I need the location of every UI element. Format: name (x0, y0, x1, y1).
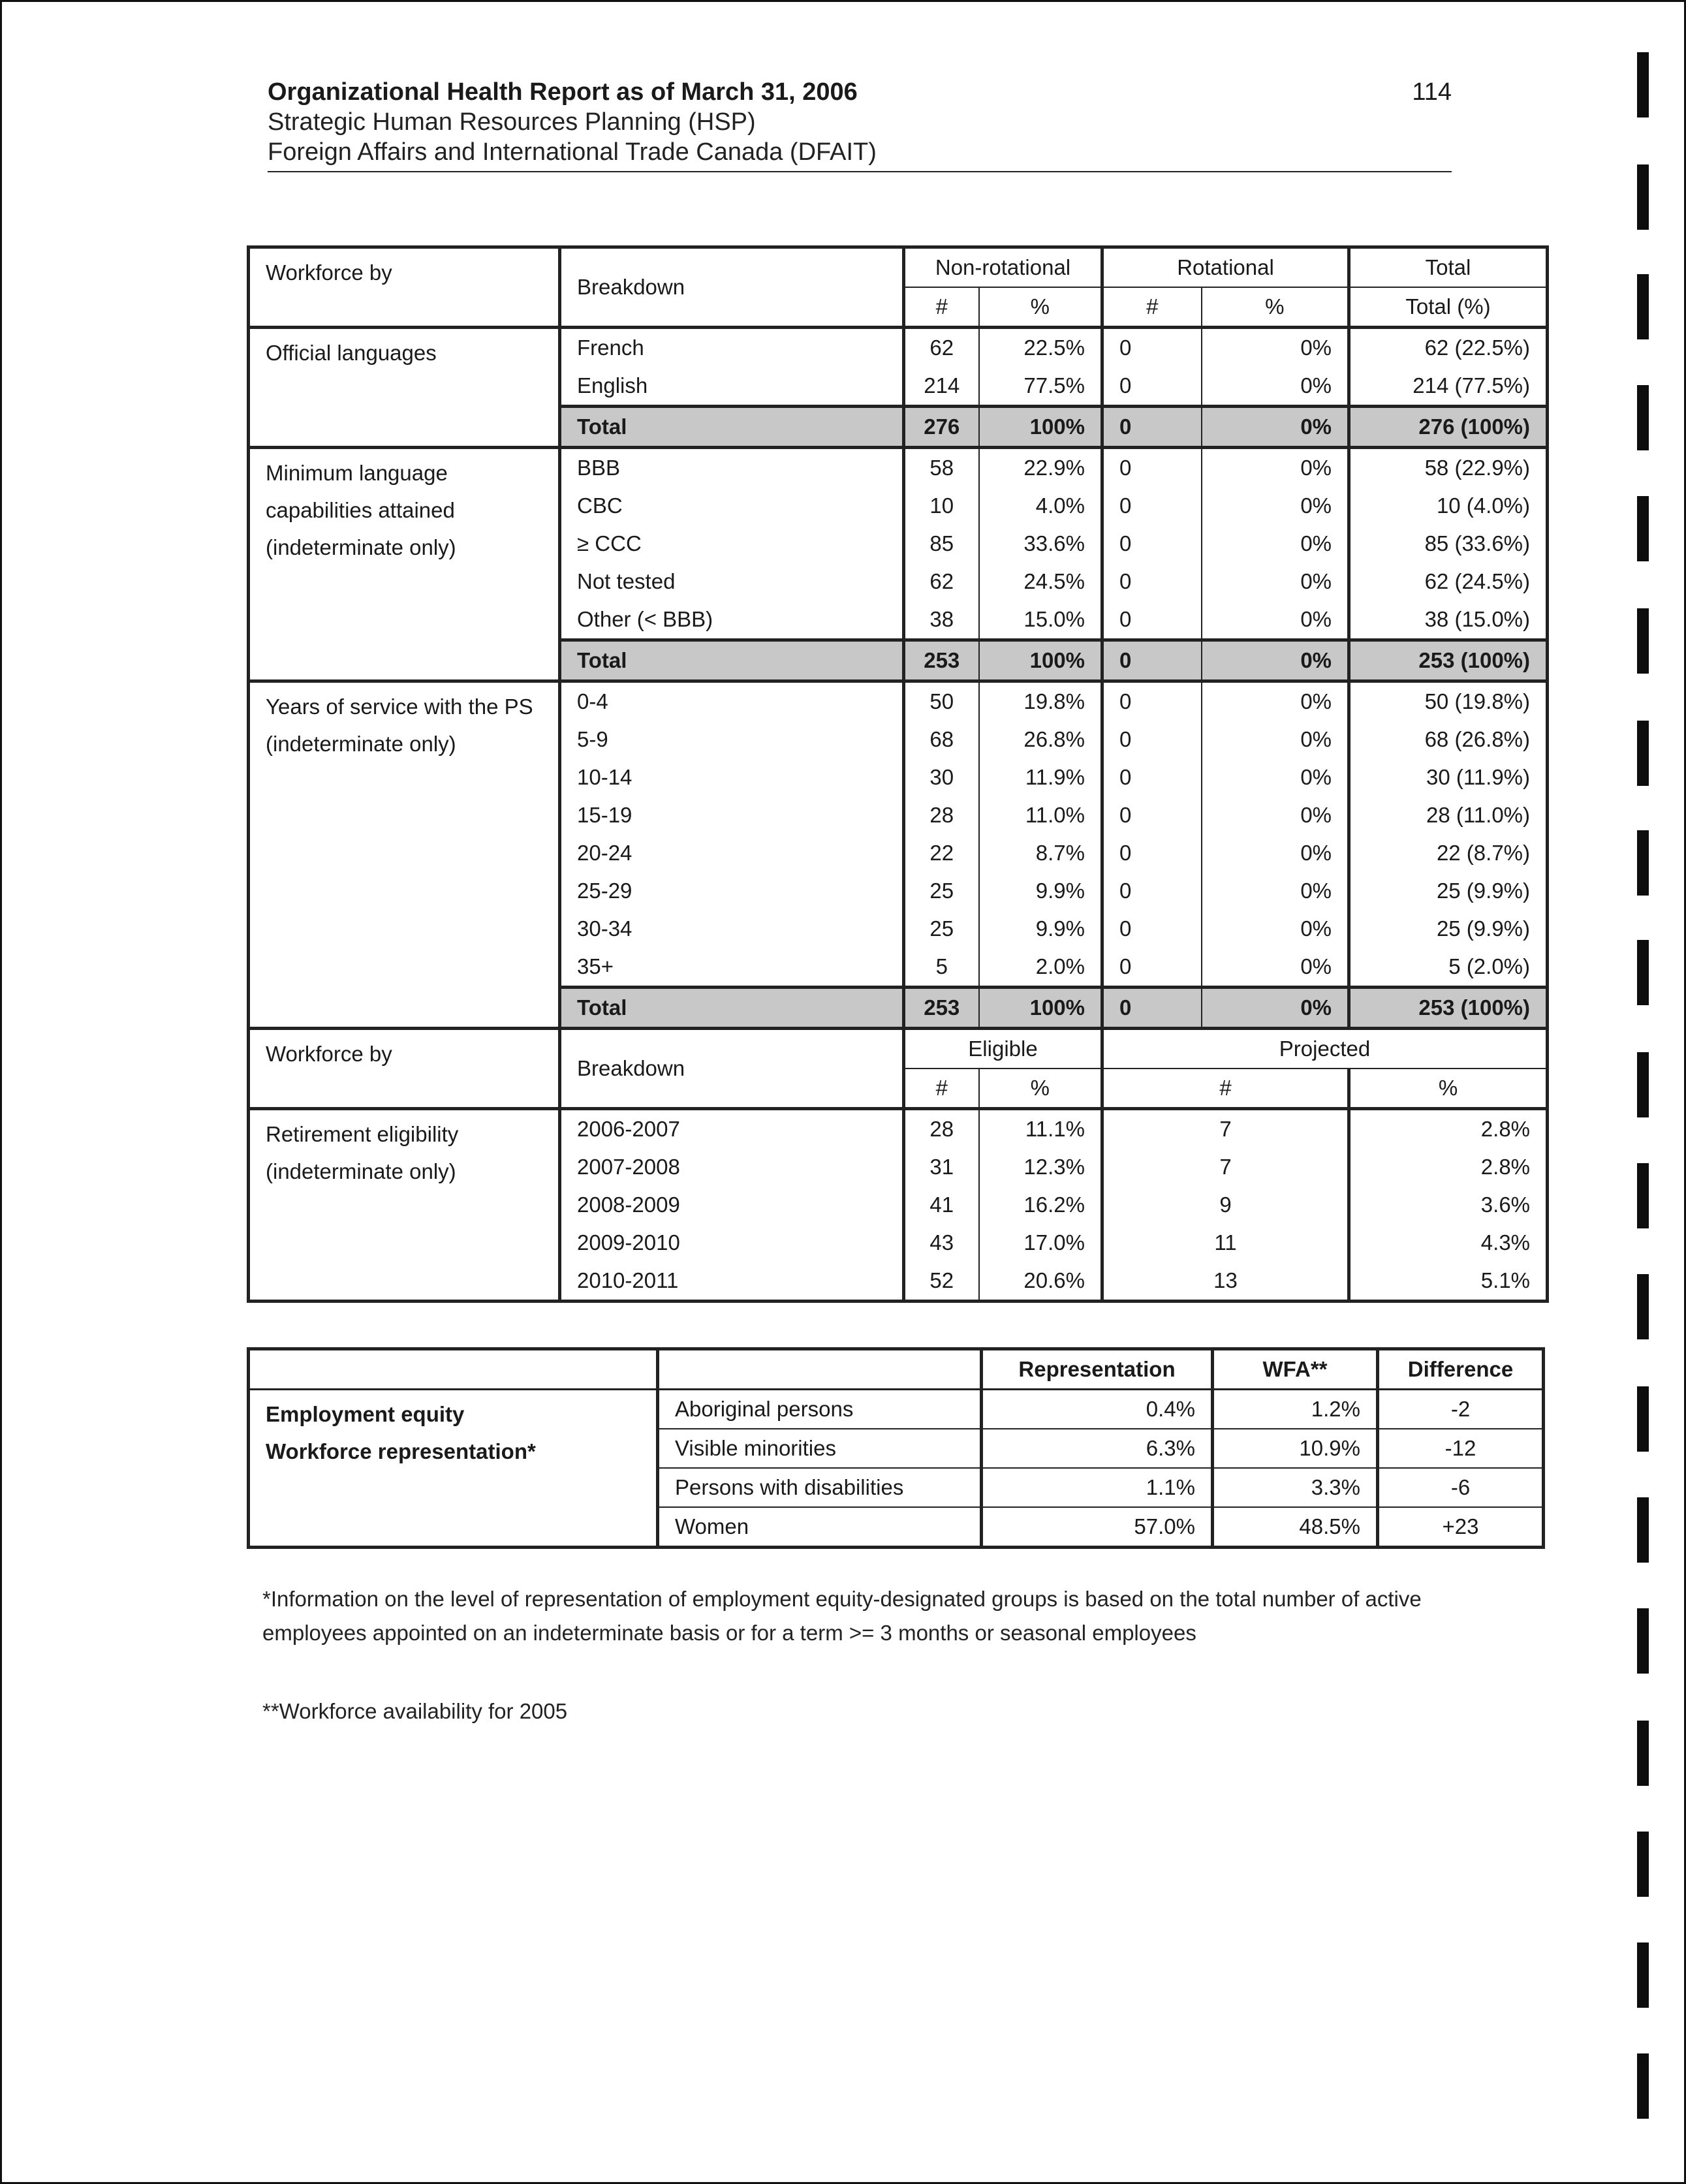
eligible-count-cell: 31 (904, 1148, 979, 1186)
nonrot-count-cell: 22 (904, 834, 979, 872)
header-eligible: Eligible (904, 1029, 1102, 1069)
rot-percent-cell: 0% (1202, 910, 1349, 948)
ee-representation-cell: 57.0% (982, 1507, 1213, 1548)
ee-wfa-cell: 10.9% (1213, 1429, 1378, 1468)
projected-percent-cell: 5.1% (1480, 1268, 1531, 1292)
eligible-percent-cell: 20.6% (979, 1262, 1102, 1302)
workforce-table (247, 245, 1549, 1303)
rot-percent-cell: 0% (1202, 872, 1349, 910)
nonrot-percent-cell: 22.9% (979, 448, 1102, 488)
rot-count-cell: 0 (1102, 721, 1202, 758)
rot-count-cell: 0 (1102, 525, 1202, 563)
rot-count-cell: 0 (1102, 872, 1202, 910)
breakdown-cell: 2010-2011 (560, 1262, 904, 1302)
ee-group-cell: Persons with disabilities (658, 1468, 982, 1507)
ee-group-cell: Aboriginal persons (658, 1390, 982, 1429)
eligible-count-cell: 28 (904, 1109, 979, 1149)
rot-percent-cell: 0% (1202, 758, 1349, 796)
total-cell: 28 (11.0%) (1426, 803, 1531, 827)
total-cell: 62 (22.5%) (1349, 328, 1548, 367)
row-group-label (249, 681, 560, 1029)
breakdown-cell: Other (< BBB) (560, 601, 904, 640)
breakdown-cell: BBB (560, 448, 904, 488)
total-cell: 10 (4.0%) (1436, 493, 1531, 518)
rot-percent-cell: 0% (1202, 834, 1349, 872)
rot-count-cell: 0 (1102, 640, 1202, 681)
binder-mark (1637, 1497, 1649, 1563)
subheader-eligible-count: # (904, 1069, 979, 1109)
group-label-line: capabilities attained (266, 498, 455, 522)
ee-header-wfa: WFA** (1213, 1349, 1378, 1390)
subheader-rot-count: # (1102, 287, 1202, 328)
nonrot-percent-cell: 26.8% (979, 721, 1102, 758)
binder-mark (1637, 164, 1649, 230)
header-breakdown: Breakdown (560, 247, 904, 328)
total-cell: 85 (33.6%) (1424, 531, 1531, 555)
nonrot-percent-cell: 9.9% (979, 910, 1102, 948)
binder-mark (1637, 1832, 1649, 1897)
rot-percent-cell: 0% (1202, 525, 1349, 563)
nonrot-count-cell: 38 (904, 601, 979, 640)
breakdown-cell: French (560, 328, 904, 367)
nonrot-count-cell: 10 (904, 487, 979, 525)
subheader-projected-percent: % (1349, 1069, 1548, 1109)
table-row (249, 448, 1548, 488)
total-cell: 68 (26.8%) (1424, 727, 1531, 751)
breakdown-cell: 2008-2009 (560, 1186, 904, 1224)
total-cell: 58 (22.9%) (1349, 448, 1548, 488)
group-label-line: Minimum language (266, 461, 448, 485)
total-cell: 25 (9.9%) (1436, 916, 1531, 941)
nonrot-count-cell: 85 (904, 525, 979, 563)
nonrot-percent-cell: 33.6% (979, 525, 1102, 563)
breakdown-cell: 2006-2007 (560, 1109, 904, 1149)
rot-percent-cell: 0% (1202, 563, 1349, 601)
rot-percent-cell: 0% (1202, 796, 1349, 834)
breakdown-cell: 10-14 (560, 758, 904, 796)
rot-count-cell: 0 (1102, 834, 1202, 872)
ee-row (249, 1390, 1544, 1429)
rot-count-cell: 0 (1102, 948, 1202, 988)
eligible-percent-cell: 12.3% (979, 1148, 1102, 1186)
ee-representation-cell: 0.4% (982, 1390, 1213, 1429)
rot-count-cell: 0 (1102, 367, 1202, 407)
subheader-total-percent: Total (%) (1349, 287, 1548, 328)
nonrot-percent-cell: 100% (979, 640, 1102, 681)
breakdown-cell: 0-4 (560, 681, 904, 721)
nonrot-count-cell: 28 (904, 796, 979, 834)
subheader-eligible-percent: % (979, 1069, 1102, 1109)
total-cell: 214 (77.5%) (1413, 373, 1531, 398)
subheader-nonrot-count: # (904, 287, 979, 328)
nonrot-count-cell: 253 (904, 640, 979, 681)
eligible-count-cell: 41 (904, 1186, 979, 1224)
retirement-header-workforce-by: Workforce by (249, 1029, 560, 1109)
eligible-count-cell: 52 (904, 1262, 979, 1302)
eligible-percent-cell: 17.0% (979, 1224, 1102, 1262)
nonrot-percent-cell: 77.5% (979, 367, 1102, 407)
subheader-nonrot-percent: % (979, 287, 1102, 328)
header-total: Total (1425, 255, 1471, 279)
header-projected: Projected (1102, 1029, 1548, 1069)
total-cell: 50 (19.8%) (1349, 681, 1548, 721)
rot-percent-cell: 0% (1202, 601, 1349, 640)
breakdown-cell: English (560, 367, 904, 407)
nonrot-percent-cell: 24.5% (979, 563, 1102, 601)
projected-count-cell: 13 (1102, 1262, 1349, 1302)
nonrot-percent-cell: 22.5% (979, 328, 1102, 367)
projected-percent-cell: 4.3% (1480, 1230, 1531, 1255)
nonrot-percent-cell: 100% (979, 988, 1102, 1029)
total-cell: 276 (100%) (1349, 407, 1548, 448)
rot-count-cell: 0 (1102, 407, 1202, 448)
group-label-line: (indeterminate only) (266, 1159, 456, 1183)
rot-percent-cell: 0% (1202, 640, 1349, 681)
employment-equity-table (247, 1347, 1545, 1549)
nonrot-percent-cell: 19.8% (979, 681, 1102, 721)
ee-wfa-cell: 48.5% (1213, 1507, 1378, 1548)
rot-count-cell: 0 (1102, 910, 1202, 948)
binder-mark (1637, 940, 1649, 1005)
ee-group-cell: Visible minorities (658, 1429, 982, 1468)
group-label-line: Official languages (266, 341, 437, 365)
page-number: 114 (1412, 78, 1452, 106)
ee-wfa-cell: 1.2% (1213, 1390, 1378, 1429)
ee-representation-cell: 1.1% (982, 1468, 1213, 1507)
nonrot-count-cell: 214 (904, 367, 979, 407)
ee-label (249, 1390, 658, 1548)
eligible-percent-cell: 16.2% (979, 1186, 1102, 1224)
nonrot-count-cell: 58 (904, 448, 979, 488)
projected-percent-cell: 2.8% (1480, 1155, 1531, 1179)
ee-wfa-cell: 3.3% (1213, 1468, 1378, 1507)
ee-header-blank-group (658, 1349, 982, 1390)
rot-percent-cell: 0% (1202, 407, 1349, 448)
nonrot-count-cell: 25 (904, 872, 979, 910)
binder-mark (1637, 830, 1649, 896)
nonrot-percent-cell: 8.7% (979, 834, 1102, 872)
nonrot-percent-cell: 11.0% (979, 796, 1102, 834)
report-subtitle-dfait: Foreign Affairs and International Trade Canada (DFAIT) (268, 138, 877, 166)
projected-count-cell: 7 (1102, 1109, 1349, 1149)
breakdown-cell: 35+ (560, 948, 904, 988)
table-header-row (249, 247, 1548, 288)
ee-label-line: Workforce representation* (266, 1439, 536, 1463)
rot-count-cell: 0 (1102, 328, 1202, 367)
rot-count-cell: 0 (1102, 796, 1202, 834)
breakdown-cell: Not tested (560, 563, 904, 601)
header-rotational: Rotational (1102, 247, 1349, 288)
binder-mark (1637, 274, 1649, 339)
total-cell: 5 (2.0%) (1448, 954, 1531, 978)
report-title: Organizational Health Report as of March 31, 2006 (268, 78, 858, 106)
ee-difference-cell: -12 (1378, 1429, 1544, 1468)
projected-count-cell: 7 (1102, 1148, 1349, 1186)
binder-mark (1637, 1721, 1649, 1786)
nonrot-count-cell: 62 (904, 563, 979, 601)
row-group-label (249, 448, 560, 681)
subheader-projected-count: # (1102, 1069, 1349, 1109)
rot-count-cell: 0 (1102, 988, 1202, 1029)
rot-count-cell: 0 (1102, 563, 1202, 601)
rot-percent-cell: 0% (1202, 948, 1349, 988)
nonrot-count-cell: 25 (904, 910, 979, 948)
rot-percent-cell: 0% (1202, 448, 1349, 488)
breakdown-cell: ≥ CCC (560, 525, 904, 563)
binder-mark (1637, 1386, 1649, 1452)
binder-mark (1637, 1274, 1649, 1339)
ee-group-cell: Women (658, 1507, 982, 1548)
row-group-label (249, 328, 560, 448)
binder-mark (1637, 1942, 1649, 2008)
footnote-representation: *Information on the level of representation of employment equity-designated groups is based on the total number of active employees appointed on an indeterminate basis or for a term >= 3 months or seasonal employees (262, 1587, 1422, 1645)
rot-percent-cell: 0% (1202, 487, 1349, 525)
binder-mark (1637, 496, 1649, 561)
breakdown-cell: 30-34 (560, 910, 904, 948)
projected-percent-cell: 3.6% (1480, 1193, 1531, 1217)
group-label-line: (indeterminate only) (266, 732, 456, 756)
eligible-percent-cell: 11.1% (979, 1109, 1102, 1149)
binder-mark (1637, 608, 1649, 674)
ee-difference-cell: +23 (1378, 1507, 1544, 1548)
nonrot-percent-cell: 11.9% (979, 758, 1102, 796)
rot-count-cell: 0 (1102, 487, 1202, 525)
breakdown-cell: Total (560, 407, 904, 448)
group-label-line: (indeterminate only) (266, 535, 456, 559)
breakdown-cell: CBC (560, 487, 904, 525)
nonrot-count-cell: 276 (904, 407, 979, 448)
binder-mark (1637, 52, 1649, 117)
breakdown-cell: 5-9 (560, 721, 904, 758)
binder-mark (1637, 1608, 1649, 1674)
report-header (268, 77, 1452, 172)
ee-difference-cell: -2 (1378, 1390, 1544, 1429)
nonrot-count-cell: 62 (904, 328, 979, 367)
ee-header-blank (249, 1349, 658, 1390)
retirement-row (249, 1109, 1548, 1149)
breakdown-cell: 20-24 (560, 834, 904, 872)
total-cell: 38 (15.0%) (1424, 607, 1531, 631)
total-cell: 25 (9.9%) (1436, 879, 1531, 903)
binder-mark (1637, 385, 1649, 450)
row-group-label (249, 1109, 560, 1302)
ee-header-row (249, 1349, 1544, 1390)
nonrot-count-cell: 5 (904, 948, 979, 988)
ee-header-representation: Representation (982, 1349, 1213, 1390)
table-row (249, 681, 1548, 721)
footnote-wfa: **Workforce availability for 2005 (262, 1699, 568, 1723)
header-workforce-by: Workforce by (249, 247, 560, 328)
total-cell: 62 (24.5%) (1424, 569, 1531, 593)
report-subtitle-hsp: Strategic Human Resources Planning (HSP) (268, 108, 756, 136)
rot-percent-cell: 0% (1202, 988, 1349, 1029)
binder-mark (1637, 1052, 1649, 1117)
nonrot-percent-cell: 2.0% (979, 948, 1102, 988)
rot-count-cell: 0 (1102, 758, 1202, 796)
ee-difference-cell: -6 (1378, 1468, 1544, 1507)
rot-count-cell: 0 (1102, 601, 1202, 640)
total-cell: 30 (11.9%) (1426, 765, 1531, 789)
table-row (249, 328, 1548, 367)
eligible-count-cell: 43 (904, 1224, 979, 1262)
nonrot-percent-cell: 4.0% (979, 487, 1102, 525)
rot-percent-cell: 0% (1202, 721, 1349, 758)
rot-count-cell: 0 (1102, 448, 1202, 488)
rot-percent-cell: 0% (1202, 328, 1349, 367)
total-cell: 253 (100%) (1349, 640, 1548, 681)
header-non-rotational: Non-rotational (904, 247, 1102, 288)
nonrot-count-cell: 68 (904, 721, 979, 758)
ee-label-line: Employment equity (266, 1402, 465, 1426)
projected-percent-cell: 2.8% (1349, 1109, 1548, 1149)
total-cell: 22 (8.7%) (1436, 841, 1531, 865)
projected-count-cell: 9 (1102, 1186, 1349, 1224)
binder-mark (1637, 721, 1649, 786)
ee-representation-cell: 6.3% (982, 1429, 1213, 1468)
total-cell: 253 (100%) (1349, 988, 1548, 1029)
ee-header-difference: Difference (1378, 1349, 1544, 1390)
nonrot-percent-cell: 9.9% (979, 872, 1102, 910)
rot-percent-cell: 0% (1202, 367, 1349, 407)
binder-mark (1637, 2053, 1649, 2119)
nonrot-count-cell: 50 (904, 681, 979, 721)
binder-mark (1637, 1163, 1649, 1228)
nonrot-count-cell: 253 (904, 988, 979, 1029)
nonrot-percent-cell: 15.0% (979, 601, 1102, 640)
retirement-header-row (249, 1029, 1548, 1069)
group-label-line: Years of service with the PS (266, 694, 533, 719)
breakdown-cell: 25-29 (560, 872, 904, 910)
breakdown-cell: Total (560, 640, 904, 681)
group-label-line: Retirement eligibility (266, 1122, 459, 1146)
breakdown-cell: Total (560, 988, 904, 1029)
projected-count-cell: 11 (1102, 1224, 1349, 1262)
nonrot-percent-cell: 100% (979, 407, 1102, 448)
breakdown-cell: 2007-2008 (560, 1148, 904, 1186)
breakdown-cell: 15-19 (560, 796, 904, 834)
retirement-header-breakdown: Breakdown (560, 1029, 904, 1109)
rot-count-cell: 0 (1102, 681, 1202, 721)
subheader-rot-percent: % (1202, 287, 1349, 328)
nonrot-count-cell: 30 (904, 758, 979, 796)
rot-percent-cell: 0% (1202, 681, 1349, 721)
breakdown-cell: 2009-2010 (560, 1224, 904, 1262)
